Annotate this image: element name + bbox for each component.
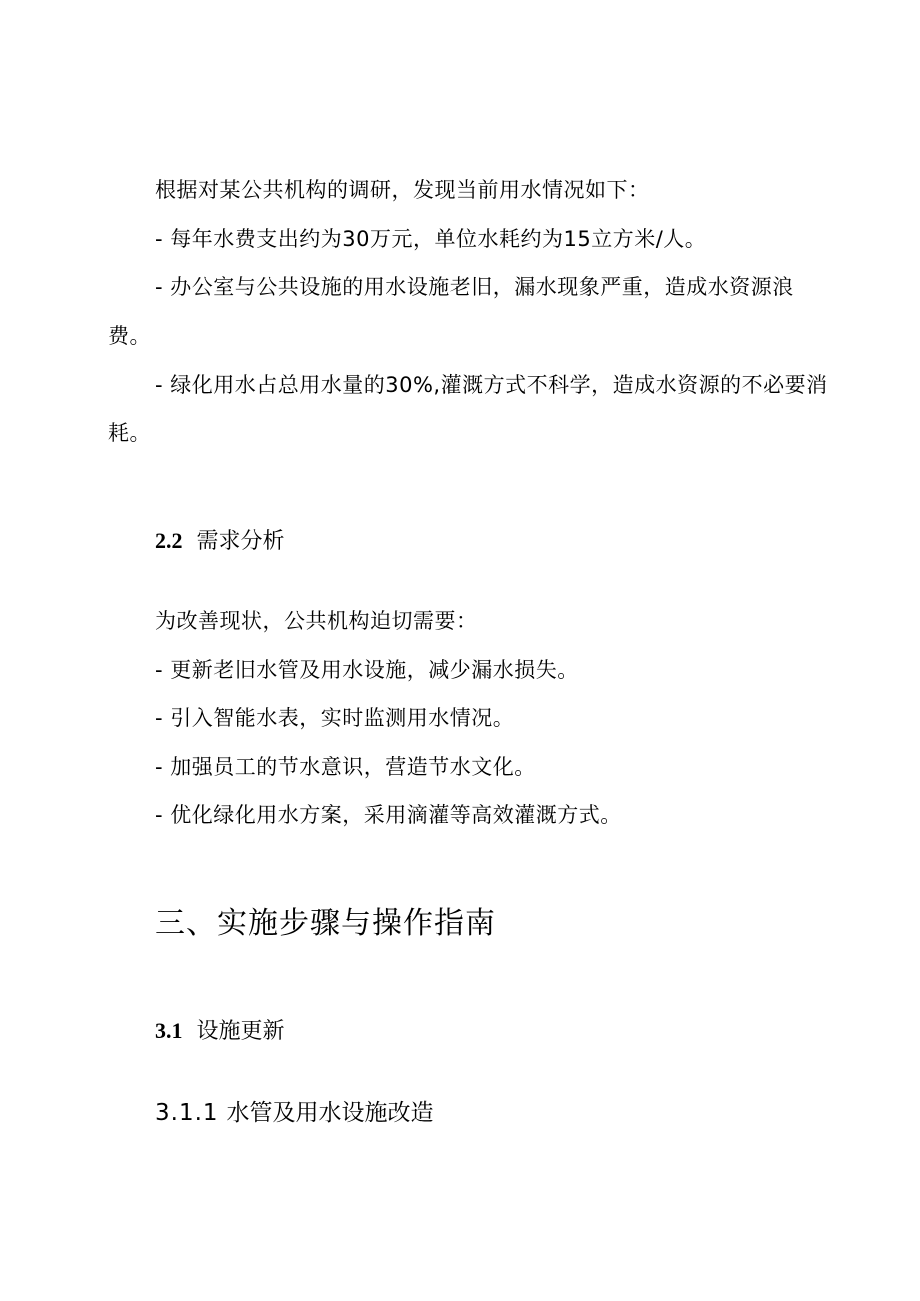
subsection-number: 3.1.1 (155, 1100, 219, 1126)
section-heading-3-1 (155, 1016, 285, 1047)
section-title: 设施更新 (196, 1019, 285, 1044)
subsection-title: 水管及用水设施改造 (226, 1100, 434, 1126)
list-item-greening-water-cont: 耗。 (108, 421, 151, 445)
list-item-awareness: - 加强员工的节水意识，营造节水文化。 (155, 755, 536, 779)
list-item-greening-water: - 绿化用水占总用水量的30%,灌溉方式不科学，造成水资源的不必要消 (155, 373, 828, 397)
section-heading-2-2 (155, 526, 285, 557)
subsection-heading-3-1-1 (155, 1098, 434, 1128)
list-item-smart-meter: - 引入智能水表，实时监测用水情况。 (155, 706, 515, 730)
list-item-drip-irrigation: - 优化绿化用水方案，采用滴灌等高效灌溉方式。 (155, 803, 622, 827)
section-title: 需求分析 (196, 529, 285, 554)
needs-intro: 为改善现状，公共机构迫切需要： (155, 609, 478, 633)
list-item-water-cost: - 每年水费支出约为30万元，单位水耗约为15立方米/人。 (155, 227, 707, 251)
list-item-old-facilities-cont: 费。 (108, 324, 151, 348)
survey-intro: 根据对某公共机构的调研，发现当前用水情况如下： (155, 178, 650, 202)
section-number: 2.2 (155, 528, 183, 553)
section-number: 3.1 (155, 1018, 183, 1043)
list-item-update-pipes: - 更新老旧水管及用水设施，减少漏水损失。 (155, 658, 579, 682)
chapter-heading-3: 三、实施步骤与操作指南 (155, 906, 496, 941)
list-item-old-facilities: - 办公室与公共设施的用水设施老旧，漏水现象严重，造成水资源浪 (155, 275, 794, 299)
